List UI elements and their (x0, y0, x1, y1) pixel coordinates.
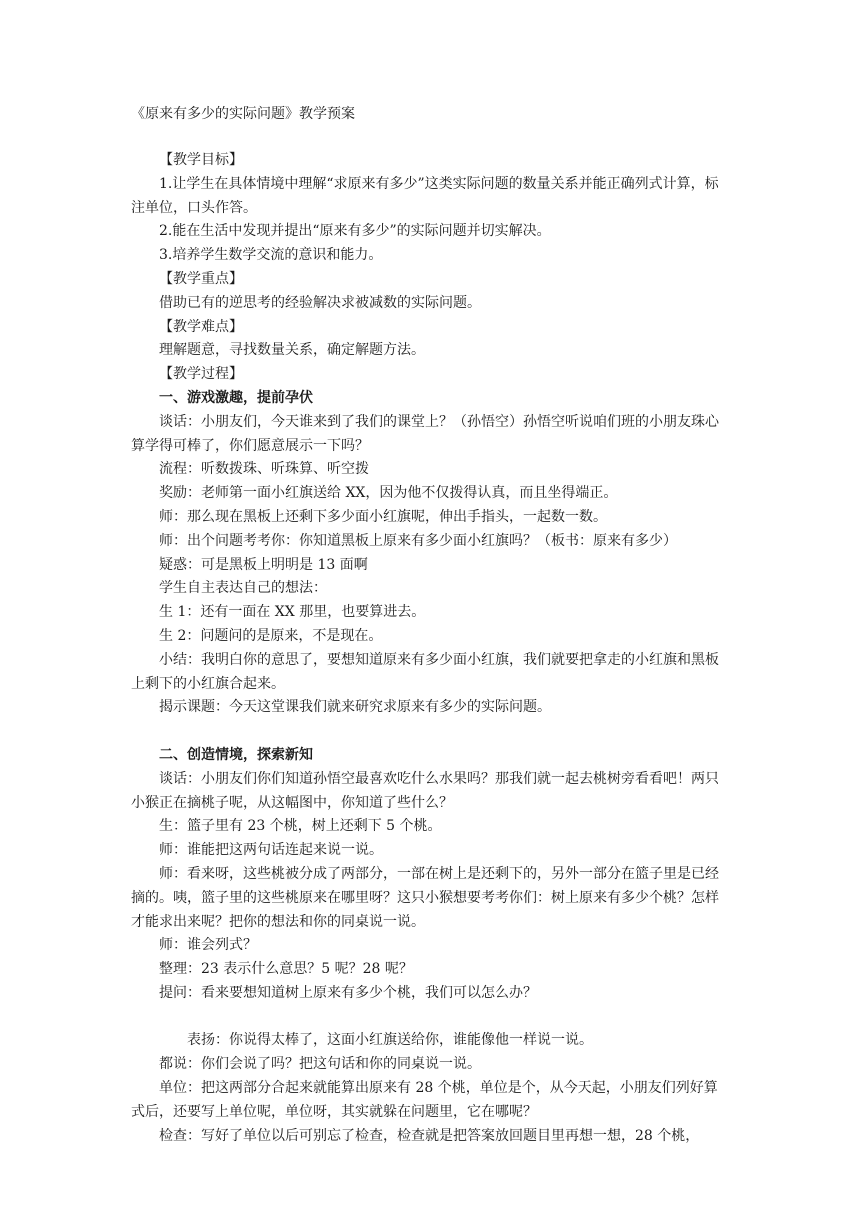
paragraph: 整理：23 表示什么意思？5 呢？28 呢？ (159, 961, 413, 978)
section-heading-key-points: 【教学重点】 (159, 270, 243, 287)
paragraph: 小结：我明白你的意思了，要想知道原来有多少面小红旗，我们就要把拿走的小红旗和黑板上剩下的小红旗合起来。 (131, 651, 719, 692)
paragraph: 3.培养学生数学交流的意识和能力。 (159, 247, 383, 264)
paragraph: 谈话：小朋友们你们知道孙悟空最喜欢吃什么水果吗？那我们就一起去桃树旁看看吧！两只小猴正在摘桃子呢，从这幅图中，你知道了些什么？ (131, 770, 719, 811)
paragraph: 1.让学生在具体情境中理解“求原来有多少”这类实际问题的数量关系并能正确列式计算，标注单位，口头作答。 (131, 175, 719, 216)
paragraph: 2.能在生活中发现并提出“原来有多少”的实际问题并切实解决。 (159, 223, 551, 240)
paragraph: 提问：看来要想知道树上原来有多少个桃，我们可以怎么办？ (159, 984, 537, 1001)
paragraph: 都说：你们会说了吗？把这句话和你的同桌说一说。 (159, 1056, 481, 1073)
section-heading-difficulties: 【教学难点】 (159, 318, 243, 335)
paragraph: 生 2：问题问的是原来，不是现在。 (159, 627, 383, 644)
blank-line (131, 1006, 731, 1030)
document-body (131, 149, 731, 1148)
paragraph: 奖励：老师第一面小红旗送给 XX，因为他不仅拨得认真，而且坐得端正。 (159, 485, 618, 502)
subsection-heading-1: 一、游戏激趣，提前孕伏 (159, 389, 313, 406)
paragraph: 检查：写好了单位以后可别忘了检查，检查就是把答案放回题目里再想一想，28 个桃， (159, 1127, 700, 1144)
paragraph: 师：那么现在黑板上还剩下多少面小红旗呢，伸出手指头，一起数一数。 (159, 508, 607, 525)
blank-line (131, 720, 731, 744)
paragraph: 疑惑：可是黑板上明明是 13 面啊 (159, 556, 368, 573)
section-heading-process: 【教学过程】 (159, 366, 243, 383)
paragraph: 谈话：小朋友们，今天谁来到了我们的课堂上？（孙悟空）孙悟空听说咱们班的小朋友珠心算学得可棒了，你们愿意展示一下吗？ (131, 413, 719, 454)
paragraph: 师：看来呀，这些桃被分成了两部分，一部在树上是还剩下的，另外一部分在篮子里是已经摘的。咦，篮子里的这些桃原来在哪里呀？这只小猴想要考考你们：树上原来有多少个桃？怎样才能求出来呢？把你的想法和你的同桌说一说。 (131, 865, 719, 930)
paragraph: 生：篮子里有 23 个桃，树上还剩下 5 个桃。 (159, 818, 442, 835)
subsection-heading-2: 二、创造情境，探索新知 (159, 746, 313, 763)
section-heading-objectives: 【教学目标】 (159, 152, 243, 168)
paragraph: 揭示课题：今天这堂课我们就来研究求原来有多少的实际问题。 (159, 699, 551, 716)
paragraph: 师：谁能把这两句话连起来说一说。 (159, 842, 383, 859)
paragraph: 借助已有的逆思考的经验解决求被减数的实际问题。 (159, 294, 481, 311)
paragraph: 师：出个问题考考你：你知道黑板上原来有多少面小红旗吗？（板书：原来有多少） (159, 532, 677, 549)
paragraph: 师：谁会列式？ (159, 937, 257, 954)
paragraph: 单位：把这两部分合起来就能算出原来有 28 个桃，单位是个，从今天起，小朋友们列好算式后，还要写上单位呢，单位呀，其实就躲在问题里，它在哪呢？ (131, 1080, 718, 1120)
paragraph: 表扬：你说得太棒了，这面小红旗送给你，谁能像他一样说一说。 (187, 1032, 593, 1049)
paragraph: 流程：听数拨珠、听珠算、听空拨 (159, 461, 369, 478)
paragraph: 学生自主表达自己的想法： (159, 580, 327, 597)
paragraph: 生 1：还有一面在 XX 那里，也要算进去。 (159, 604, 426, 621)
document-title: 《原来有多少的实际问题》教学预案 (131, 106, 355, 122)
paragraph: 理解题意，寻找数量关系，确定解题方法。 (159, 342, 425, 359)
